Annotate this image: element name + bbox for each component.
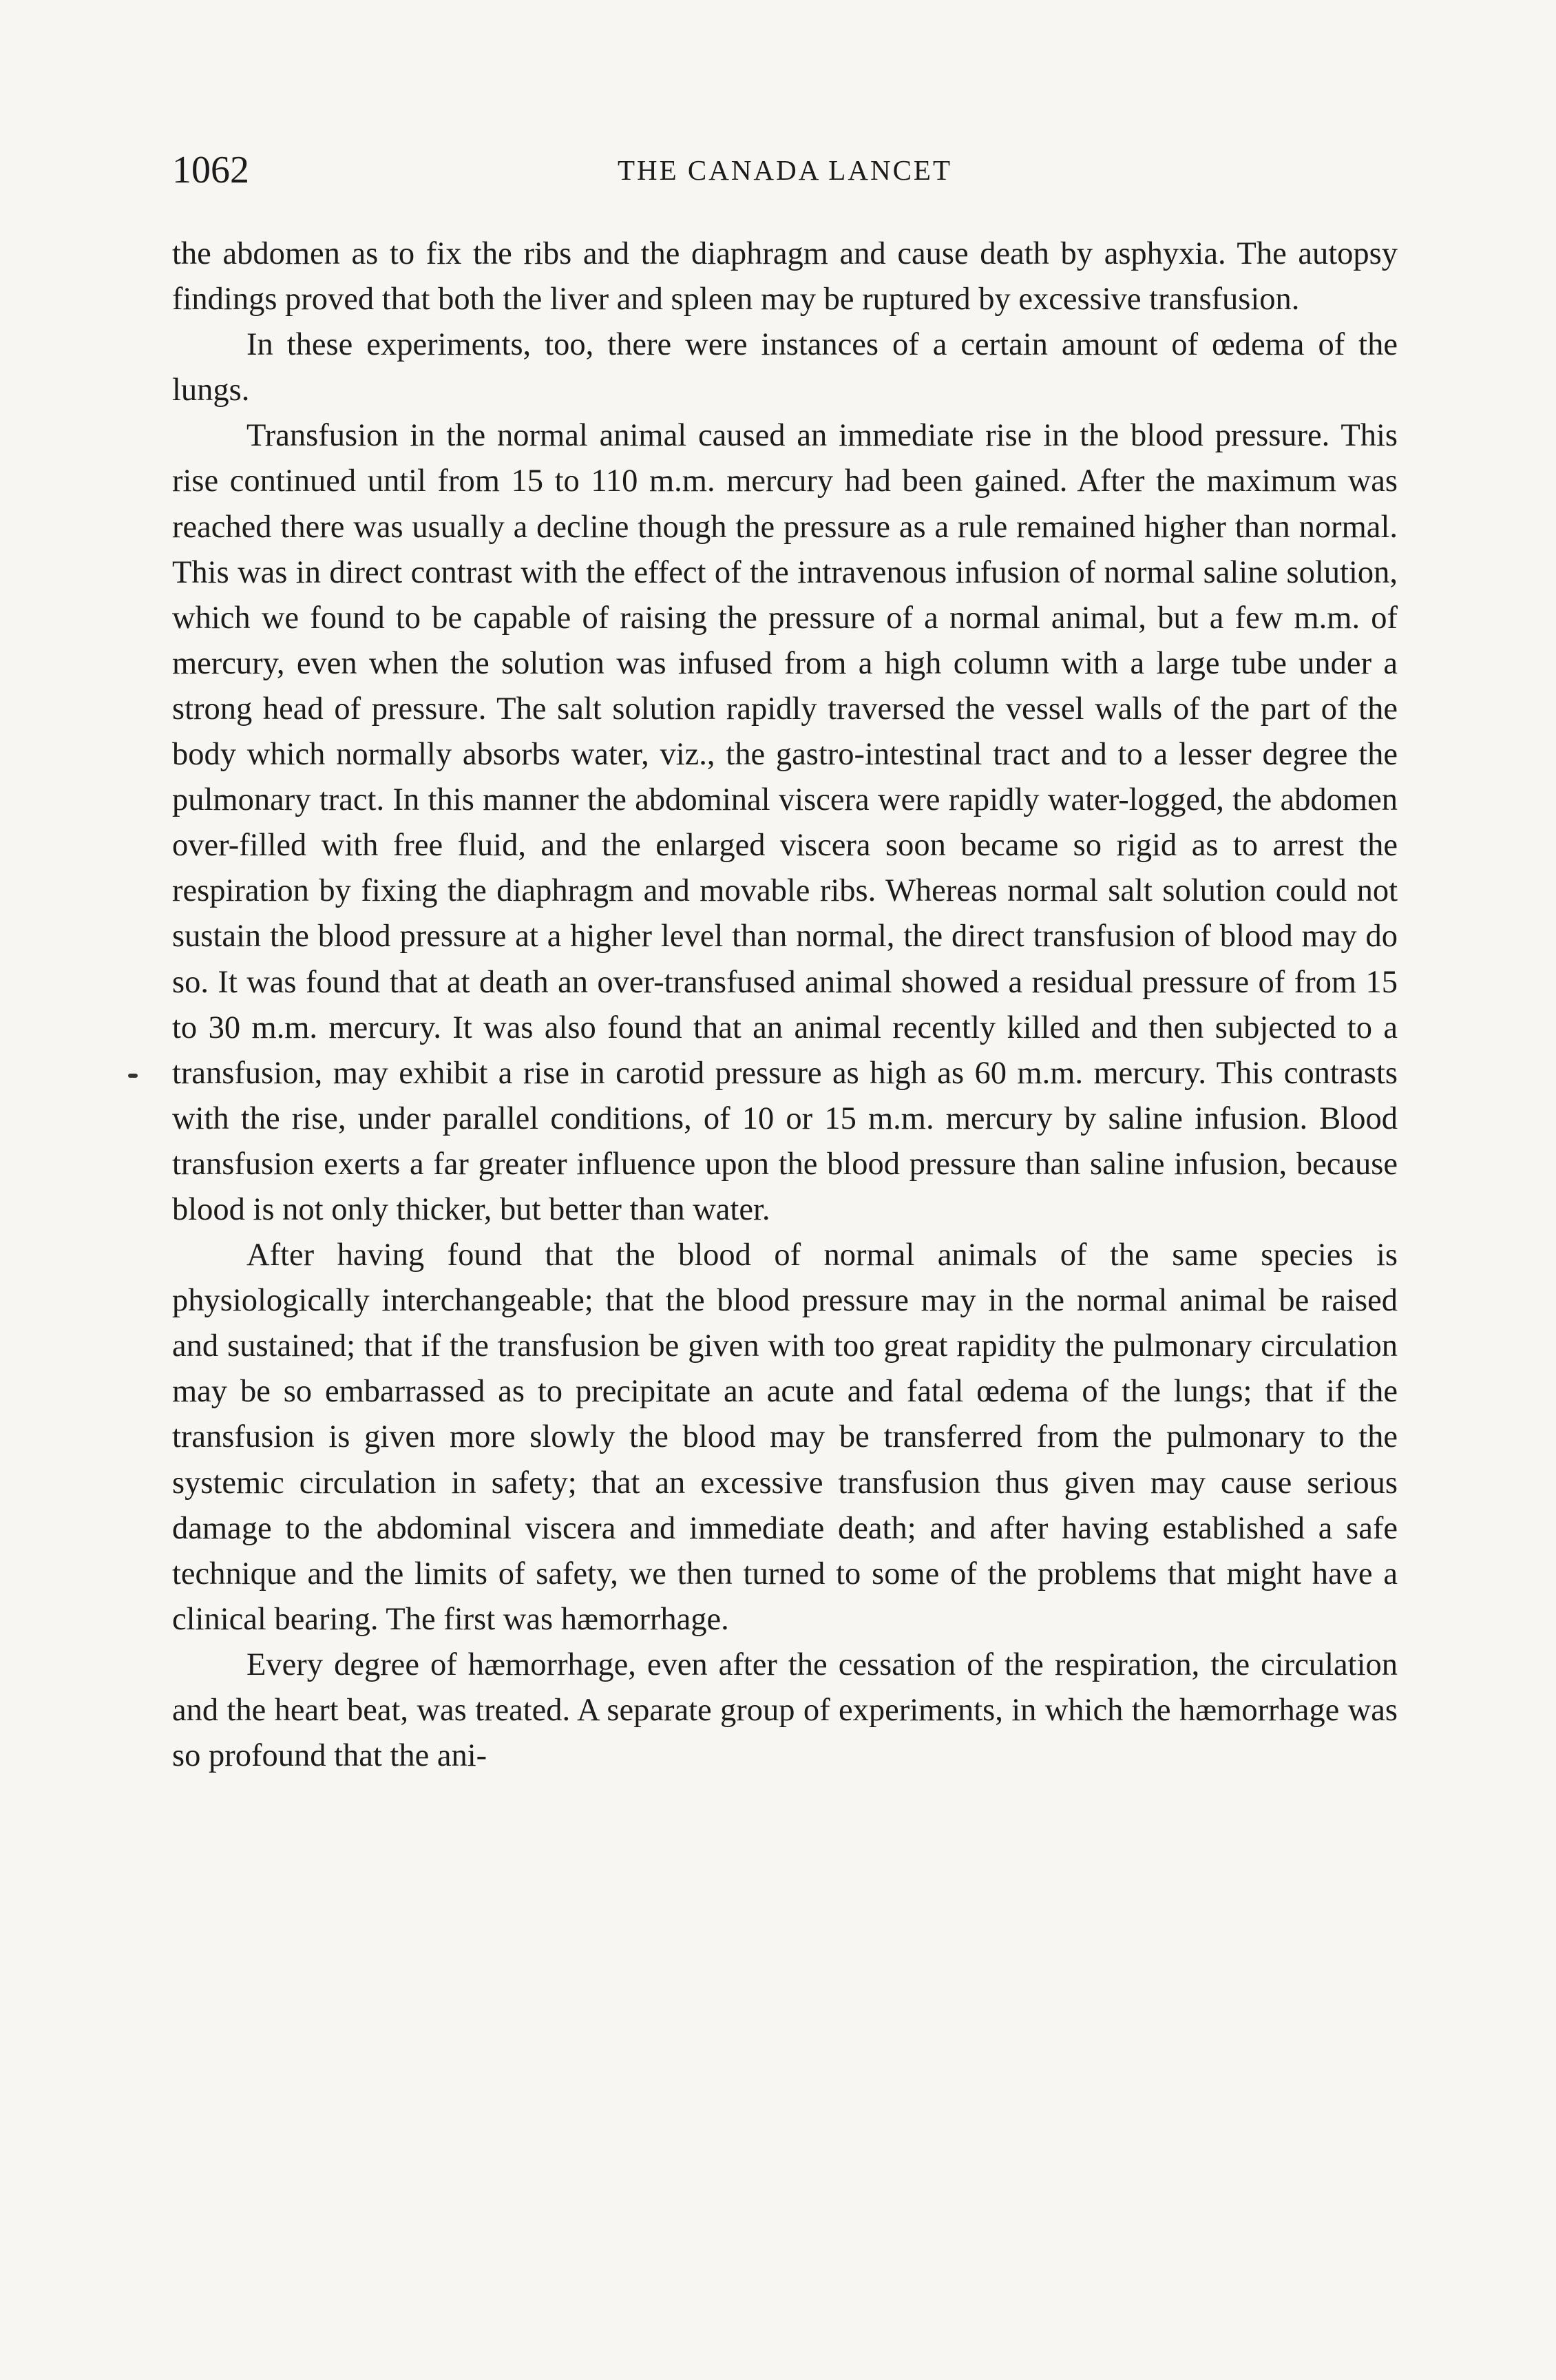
paragraph: the abdomen as to fix the ribs and the diaphragm and cause death by asphyxia. The autopsy findings proved that both the liver and spleen may be ruptured by excessive transfusion.: [172, 236, 1398, 317]
running-head: THE CANADA LANCET: [617, 154, 953, 186]
page-number: 1062: [172, 149, 249, 191]
body-text: [172, 231, 1398, 1779]
paragraph: Every degree of hæmorrhage, even after the cessation of the respiration, the circulation and the heart beat, was treated. A separate group of experiments, in which the hæmorrhage was so profound that the ani-: [172, 1647, 1398, 1774]
margin-mark: [128, 1074, 138, 1078]
page-header: [172, 146, 1398, 194]
paragraph: Transfusion in the normal animal caused an immediate rise in the blood pressure. This rise continued until from 15 to 110 m.m. mercury had been gained. After the maximum was reached there was usually a decline though the pressure as a rule remained higher than normal. This was in direct contrast with the effect of the intravenous infusion of normal saline solution, which we found to be capable of raising the pressure of a normal animal, but a few m.m. of mercury, even when the solution was infused from a high column with a large tube under a strong head of pressure. The salt solution rapidly traversed the vessel walls of the part of the body which normally absorbs water, viz., the gastro-intestinal tract and to a lesser degree the pulmonary tract. In this manner the abdominal viscera were rapidly water-logged, the abdomen over-filled with free fluid, and the enlarged viscera soon became so rigid as to arrest the respiration by fixing the diaphragm and movable ribs. Whereas normal salt solution could not sustain the blood pressure at a higher level than normal, the direct transfusion of blood may do so. It was found that at death an over-transfused animal showed a residual pressure of from 15 to 30 m.m. mercury. It was also found that an animal recently killed and then subjected to a transfusion, may exhibit a rise in carotid pressure as high as 60 m.m. mercury. This contrasts with the rise, under parallel conditions, of 10 or 15 m.m. mercury by saline infusion. Blood transfusion exerts a far greater influence upon the blood pressure than saline infusion, because blood is not only thicker, but better than water.: [172, 418, 1398, 1227]
paragraph: After having found that the blood of normal animals of the same species is physiologically interchangeable; that the blood pressure may in the normal animal be raised and sustained; that if the transfusion be given with too great rapidity the pulmonary circulation may be so embarrassed as to precipitate an acute and fatal œdema of the lungs; that if the transfusion is given more slowly the blood may be transferred from the pulmonary to the systemic circulation in safety; that an excessive transfusion thus given may cause serious damage to the abdominal viscera and immediate death; and after having established a safe technique and the limits of safety, we then turned to some of the problems that might have a clinical bearing. The first was hæmorrhage.: [172, 1238, 1398, 1637]
paragraph: In these experiments, too, there were instances of a certain amount of œdema of the lungs.: [172, 327, 1398, 408]
